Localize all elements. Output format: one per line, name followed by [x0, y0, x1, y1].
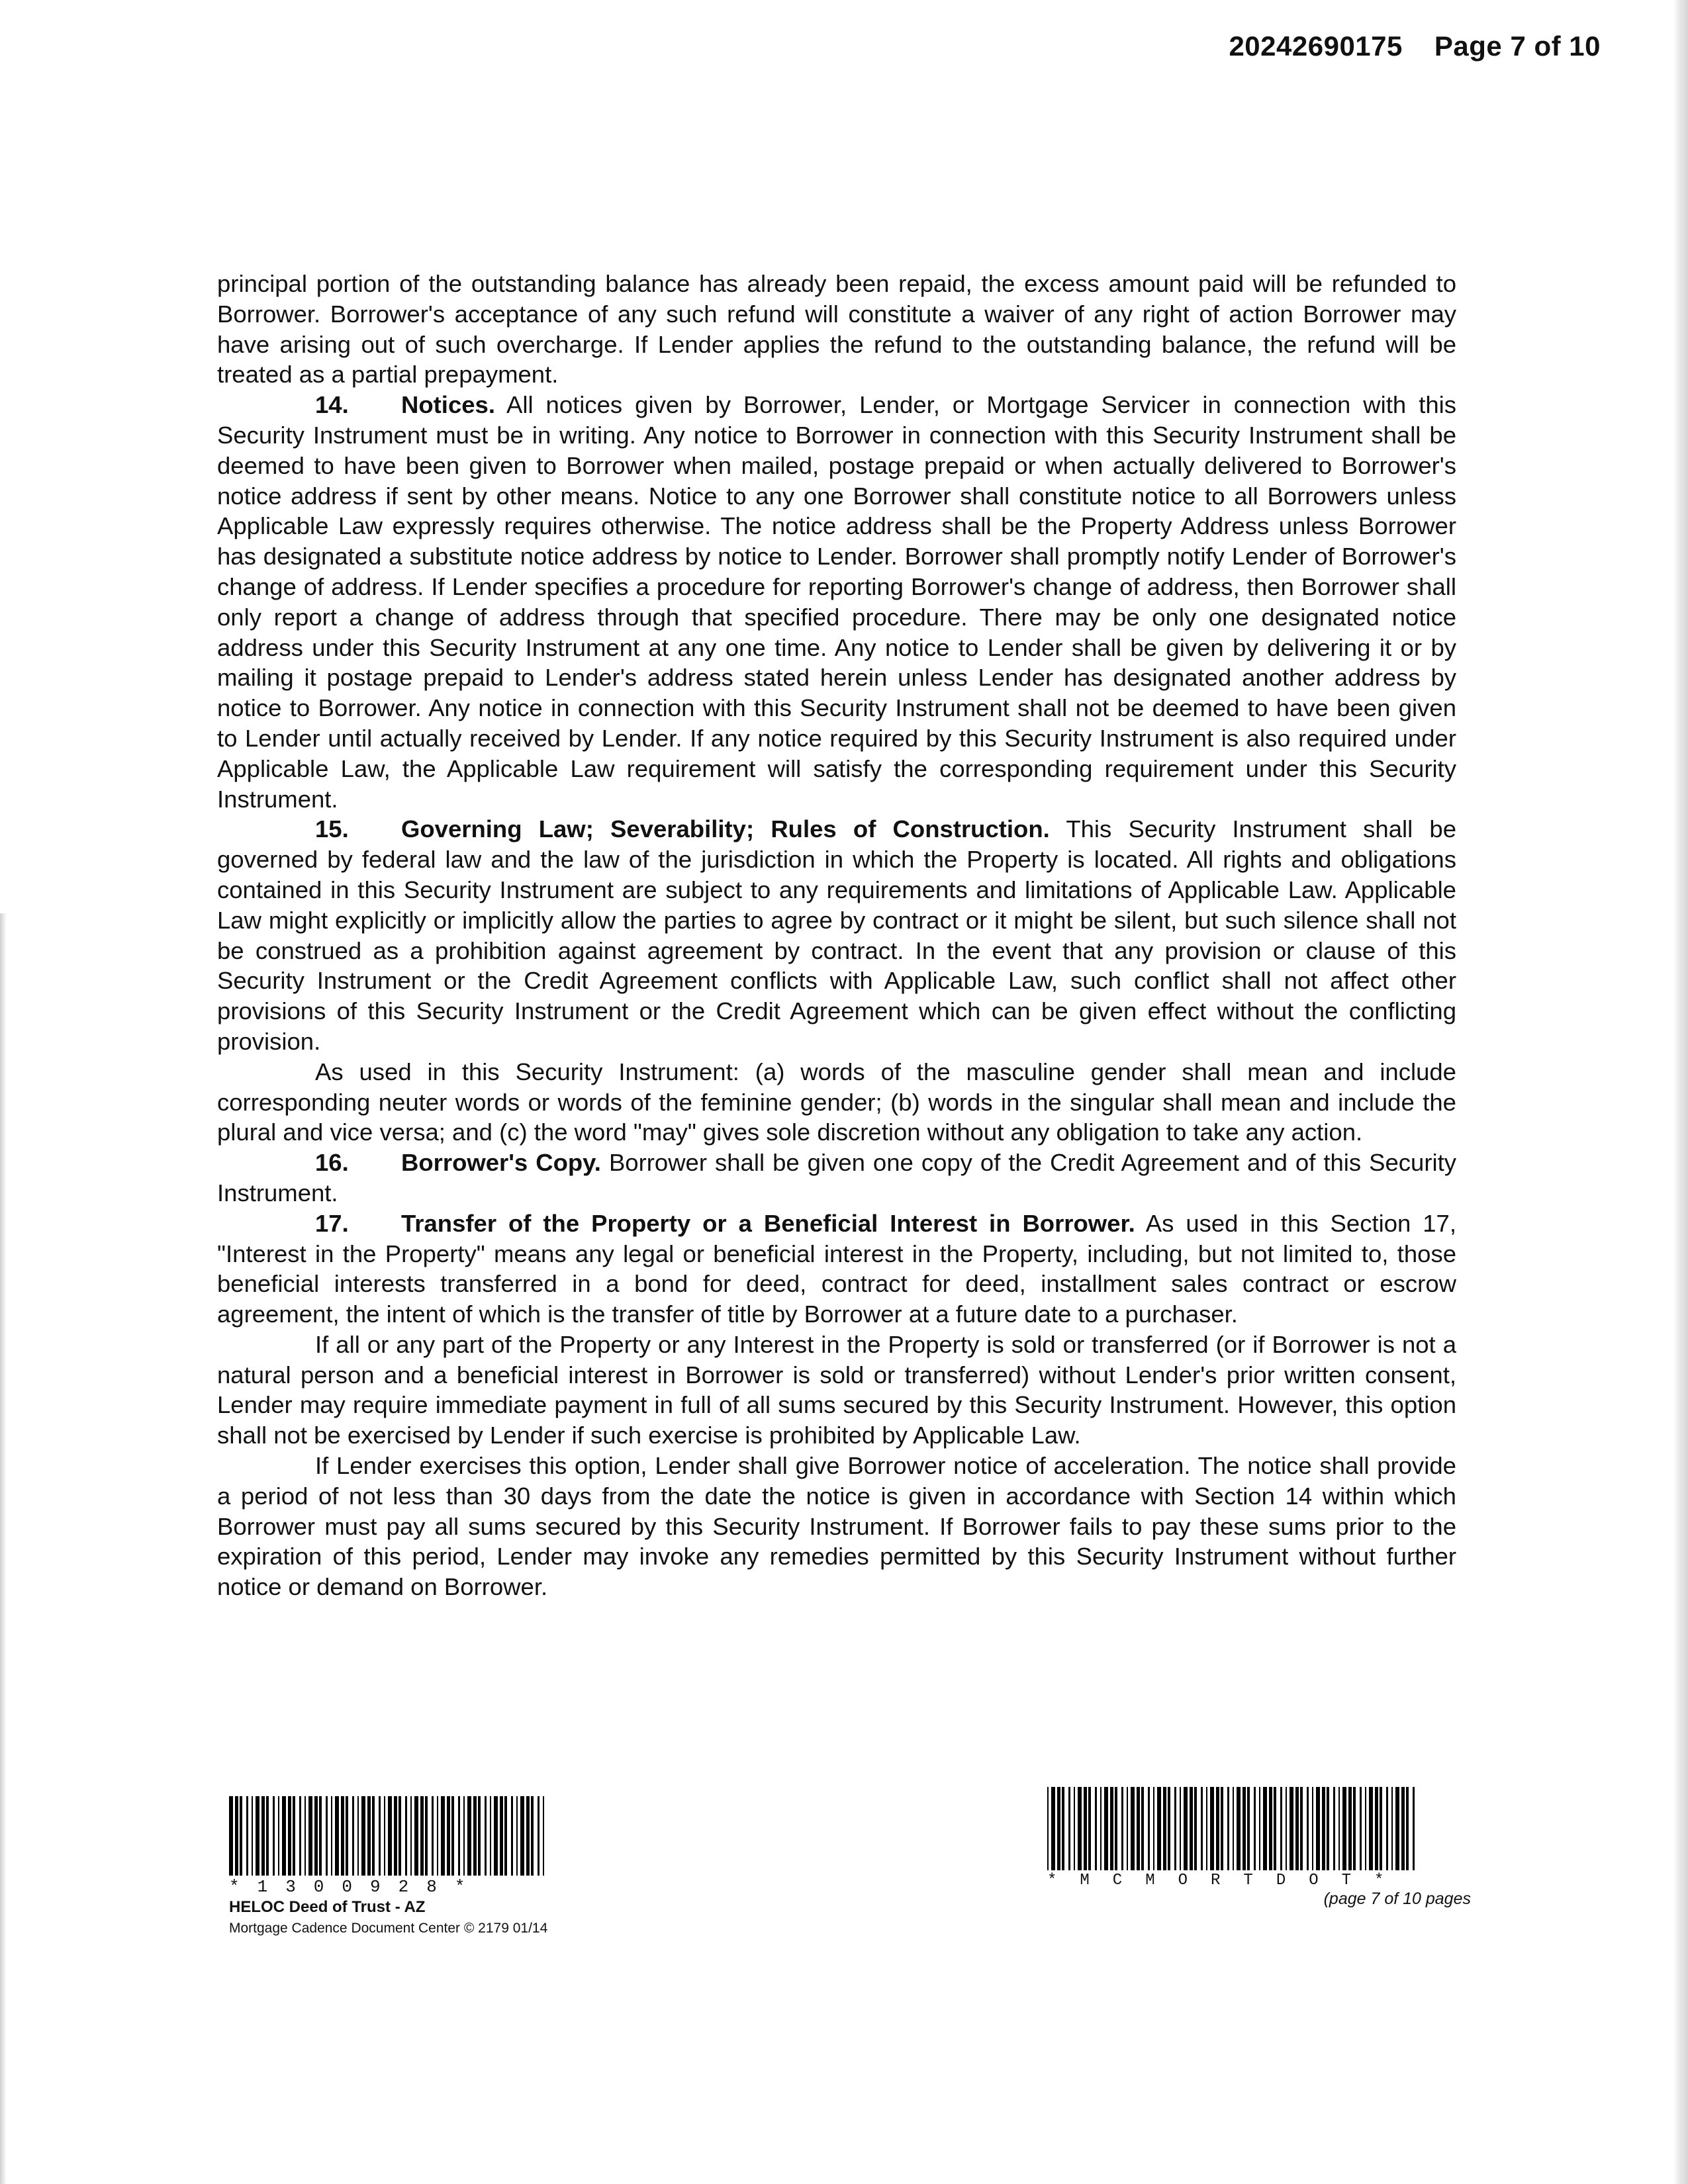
- form-source: Mortgage Cadence Document Center © 2179 01/14: [229, 1921, 548, 1936]
- barcode-text-left: *1300928*: [229, 1877, 483, 1897]
- paragraph-construction: As used in this Security Instrument: (a) words of the masculine gender shall mean and include corresponding neuter words or words of the feminine gender; (b) words in the singular shall mean and include the plural and vice versa; and (c) the word "may" gives sole discretion without any obligation to take any action.: [217, 1058, 1456, 1146]
- barcode-stripe: [1415, 1787, 1418, 1870]
- section-number: 17.: [315, 1209, 349, 1237]
- barcode-image-left: [229, 1796, 560, 1876]
- section-16: [217, 1148, 1456, 1208]
- document-body: [217, 269, 1456, 1602]
- section-14: [217, 390, 1456, 814]
- paragraph-transfer: If all or any part of the Property or any Interest in the Property is sold or transferred (or if Borrower is not a natural person and a beneficial interest in Borrower is sold or transferred) without Lender's prior written consent, Lender may require immediate payment in full of all sums secured by this Security Instrument. However, this option shall not be exercised by Lender if such exercise is prohibited by Applicable Law.: [217, 1330, 1456, 1449]
- page-indicator: Page 7 of 10: [1434, 30, 1601, 62]
- barcode-stripe: [544, 1796, 547, 1876]
- barcode-image-right: [1047, 1787, 1444, 1870]
- section-title: Notices.: [401, 391, 495, 419]
- section-number: 14.: [315, 391, 349, 419]
- paragraph-continuation: principal portion of the outstanding balance has already been repaid, the excess amount paid will be refunded to Borrower. Borrower's acceptance of any such refund will constitute a waiver of any right of action Borrower may have arising out of such overcharge. If Lender applies the refund to the outstanding balance, the refund will be treated as a partial prepayment.: [217, 270, 1456, 388]
- section-text: As used in this Section 17, "Interest in the Property" means any legal or beneficial interest in the Property, including, but not limited to, those beneficial interests transferred in a bond for deed, contract for deed, installment sales contract or escrow agreement, the intent of which is the transfer of title by Borrower at a future date to a purchaser.: [217, 1209, 1456, 1328]
- document-number: 20242690175: [1229, 30, 1403, 62]
- scan-edge-shadow: [1673, 0, 1688, 2184]
- section-text: Borrower shall be given one copy of the Credit Agreement and of this Security Instrument.: [217, 1149, 1456, 1206]
- barcode-text-right: *MCMORTDOT*: [1047, 1872, 1407, 1889]
- section-number: 15.: [315, 815, 349, 843]
- section-title: Borrower's Copy.: [401, 1149, 601, 1177]
- page-count: (page 7 of 10 pages: [1323, 1889, 1471, 1908]
- section-text: This Security Instrument shall be governed by federal law and the law of the jurisdiction in which the Property is located. All rights and obligations contained in this Security Instrument are subject to any requirements and limitations of Applicable Law. Applicable Law might explicitly or implicitly allow the parties to agree by contract or it might be silent, but such silence shall not be construed as a prohibition against agreement by contract. In the event that any provision or clause of this Security Instrument or the Credit Agreement conflicts with Applicable Law, such conflict shall not affect other provisions of this Security Instrument or the Credit Agreement which can be given effect without the conflicting provision.: [217, 815, 1457, 1055]
- footer-left: [229, 1796, 560, 1936]
- form-title: HELOC Deed of Trust - AZ: [229, 1898, 426, 1916]
- section-title: Transfer of the Property or a Beneficial Interest in Borrower.: [401, 1209, 1135, 1237]
- footer-right: [1047, 1787, 1471, 1909]
- section-17: [217, 1208, 1456, 1330]
- page-header: [1229, 30, 1601, 62]
- section-15: [217, 814, 1456, 1056]
- paragraph-acceleration: If Lender exercises this option, Lender shall give Borrower notice of acceleration. The notice shall provide a period of not less than 30 days from the date the notice is given in accordance with Section 14 within which Borrower must pay all sums secured by this Security Instrument. If Borrower fails to pay these sums prior to the expiration of this period, Lender may invoke any remedies permitted by this Security Instrument without further notice or demand on Borrower.: [217, 1452, 1456, 1601]
- section-number: 16.: [315, 1149, 349, 1177]
- scan-edge-shadow-left: [0, 913, 7, 2184]
- section-text: All notices given by Borrower, Lender, or Mortgage Servicer in connection with this Security Instrument must be in writing. Any notice to Borrower in connection with this Security Instrument shall be deemed to have been given to Borrower when mailed, postage prepaid or when actually delivered to Borrower's notice address if sent by other means. Notice to any one Borrower shall constitute notice to all Borrowers unless Applicable Law expressly requires otherwise. The notice address shall be the Property Address unless Borrower has designated a substitute notice address by notice to Lender. Borrower shall promptly notify Lender of Borrower's change of address. If Lender specifies a procedure for reporting Borrower's change of address, then Borrower shall only report a change of address through that specified procedure. There may be only one designated notice address under this Security Instrument at any one time. Any notice to Lender shall be given by delivering it or by mailing it postage prepaid to Lender's address stated herein unless Lender has designated another address by notice to Borrower. Any notice in connection with this Security Instrument shall not be deemed to have been given to Lender until actually received by Lender. If any notice required by this Security Instrument is also required under Applicable Law, the Applicable Law requirement will satisfy the corresponding requirement under this Security Instrument.: [217, 391, 1456, 813]
- section-title: Governing Law; Severability; Rules of Construction.: [401, 815, 1050, 843]
